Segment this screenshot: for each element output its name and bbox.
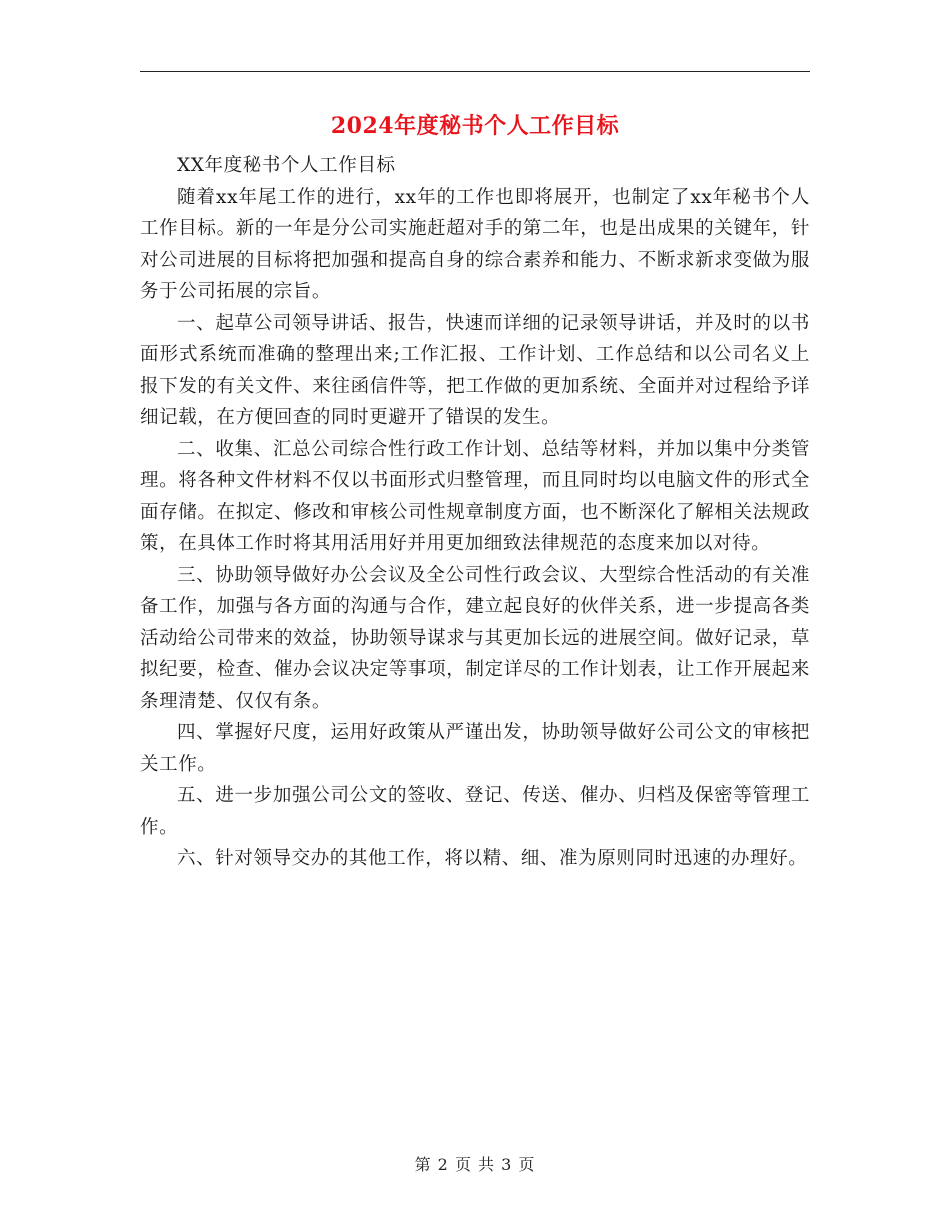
paragraph-item-3: 三、协助领导做好办公会议及全公司性行政会议、大型综合性活动的有关准备工作，加强与各方面的沟通与合作，建立起良好的伙伴关系，进一步提高各类活动给公司带来的效益，协助领导谋求与其更加长远的进展空间。做好记录，草拟纪要，检查、催办会议决定等事项，制定详尽的工作计划表，让工作开展起来条理清楚、仅仅有条。 [140,564,810,712]
document-title: 2024年度秘书个人工作目标 [330,113,620,139]
paragraph-item-5: 五、进一步加强公司公文的签收、登记、传送、催办、归档及保密等管理工作。 [140,785,810,838]
paragraph-subtitle: XX年度秘书个人工作目标 [177,155,396,176]
document-body [140,150,810,875]
paragraph-intro: 随着xx年尾工作的进行，xx年的工作也即将展开，也制定了xx年秘书个人工作目标。新的一年是分公司实施赶超对手的第二年，也是出成果的关键年，针对公司进展的目标将把加强和提高自身的综合素养和能力、不断求新求变做为服务于公司拓展的宗旨。 [140,186,810,302]
header-rule [140,71,810,72]
paragraph-item-6: 六、针对领导交办的其他工作，将以精、细、准为原则同时迅速的办理好。 [177,848,808,869]
paragraph-item-4: 四、掌握好尺度，运用好政策从严谨出发，协助领导做好公司公文的审核把关工作。 [140,722,810,775]
paragraph-item-1: 一、起草公司领导讲话、报告，快速而详细的记录领导讲话，并及时的以书面形式系统而准确的整理出来;工作汇报、工作计划、工作总结和以公司名义上报下发的有关文件、来往函信件等，把工作做的更加系统、全面并对过程给予详细记载，在方便回查的同时更避开了错误的发生。 [140,312,810,428]
paragraph-item-2: 二、收集、汇总公司综合性行政工作计划、总结等材料，并加以集中分类管理。将各种文件材料不仅以书面形式归整管理，而且同时均以电脑文件的形式全面存储。在拟定、修改和审核公司性规章制度方面，也不断深化了解相关法规政策，在具体工作时将其用活用好并用更加细致法律规范的态度来加以对待。 [140,438,810,554]
page-number-label: 第 2 页 共 3 页 [414,1155,536,1174]
page-footer [0,1153,950,1177]
